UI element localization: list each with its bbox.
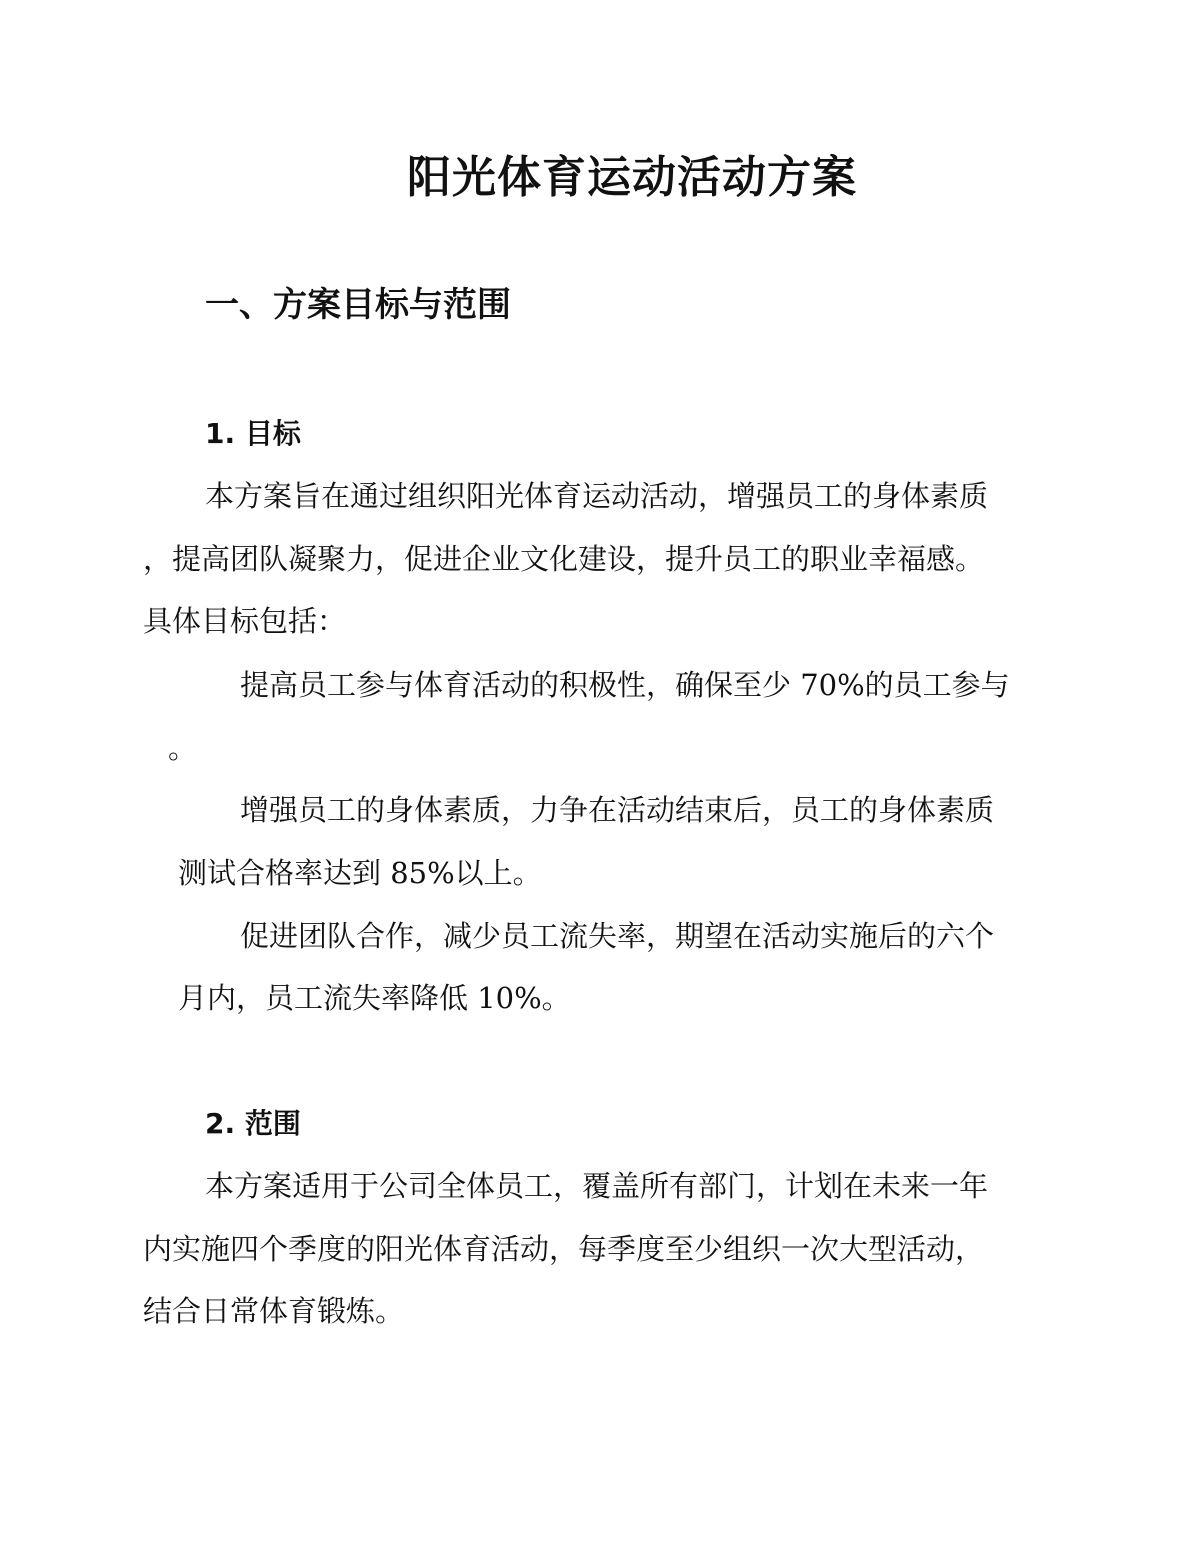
goal-heading: 1. 目标 [205, 417, 301, 450]
goal-item-line: 。 [168, 731, 198, 765]
goal-item-line: 月内，员工流失率降低 10%。 [178, 981, 571, 1015]
scope-line: 结合日常体育锻炼。 [143, 1294, 405, 1328]
goal-item-line: 提高员工参与体育活动的积极性，确保至少 70%的员工参与 [240, 668, 1010, 702]
scope-heading: 2. 范围 [205, 1107, 301, 1140]
goal-intro-line: ，提高团队凝聚力，促进企业文化建设，提升员工的职业幸福感。 [143, 542, 985, 576]
goal-intro-line: 本方案旨在通过组织阳光体育运动活动，增强员工的身体素质 [205, 479, 989, 513]
goal-item-line: 促进团队合作，减少员工流失率，期望在活动实施后的六个 [240, 919, 995, 953]
goal-item-line: 增强员工的身体素质，力争在活动结束后，员工的身体素质 [240, 793, 995, 827]
scope-line: 本方案适用于公司全体员工，覆盖所有部门，计划在未来一年 [205, 1169, 989, 1203]
goal-intro-line: 具体目标包括： [143, 604, 347, 638]
document-title: 阳光体育运动活动方案 [407, 152, 857, 203]
section-heading: 一、方案目标与范围 [205, 285, 511, 325]
goal-item-line: 测试合格率达到 85%以上。 [178, 856, 542, 890]
scope-line: 内实施四个季度的阳光体育活动，每季度至少组织一次大型活动， [143, 1232, 985, 1266]
